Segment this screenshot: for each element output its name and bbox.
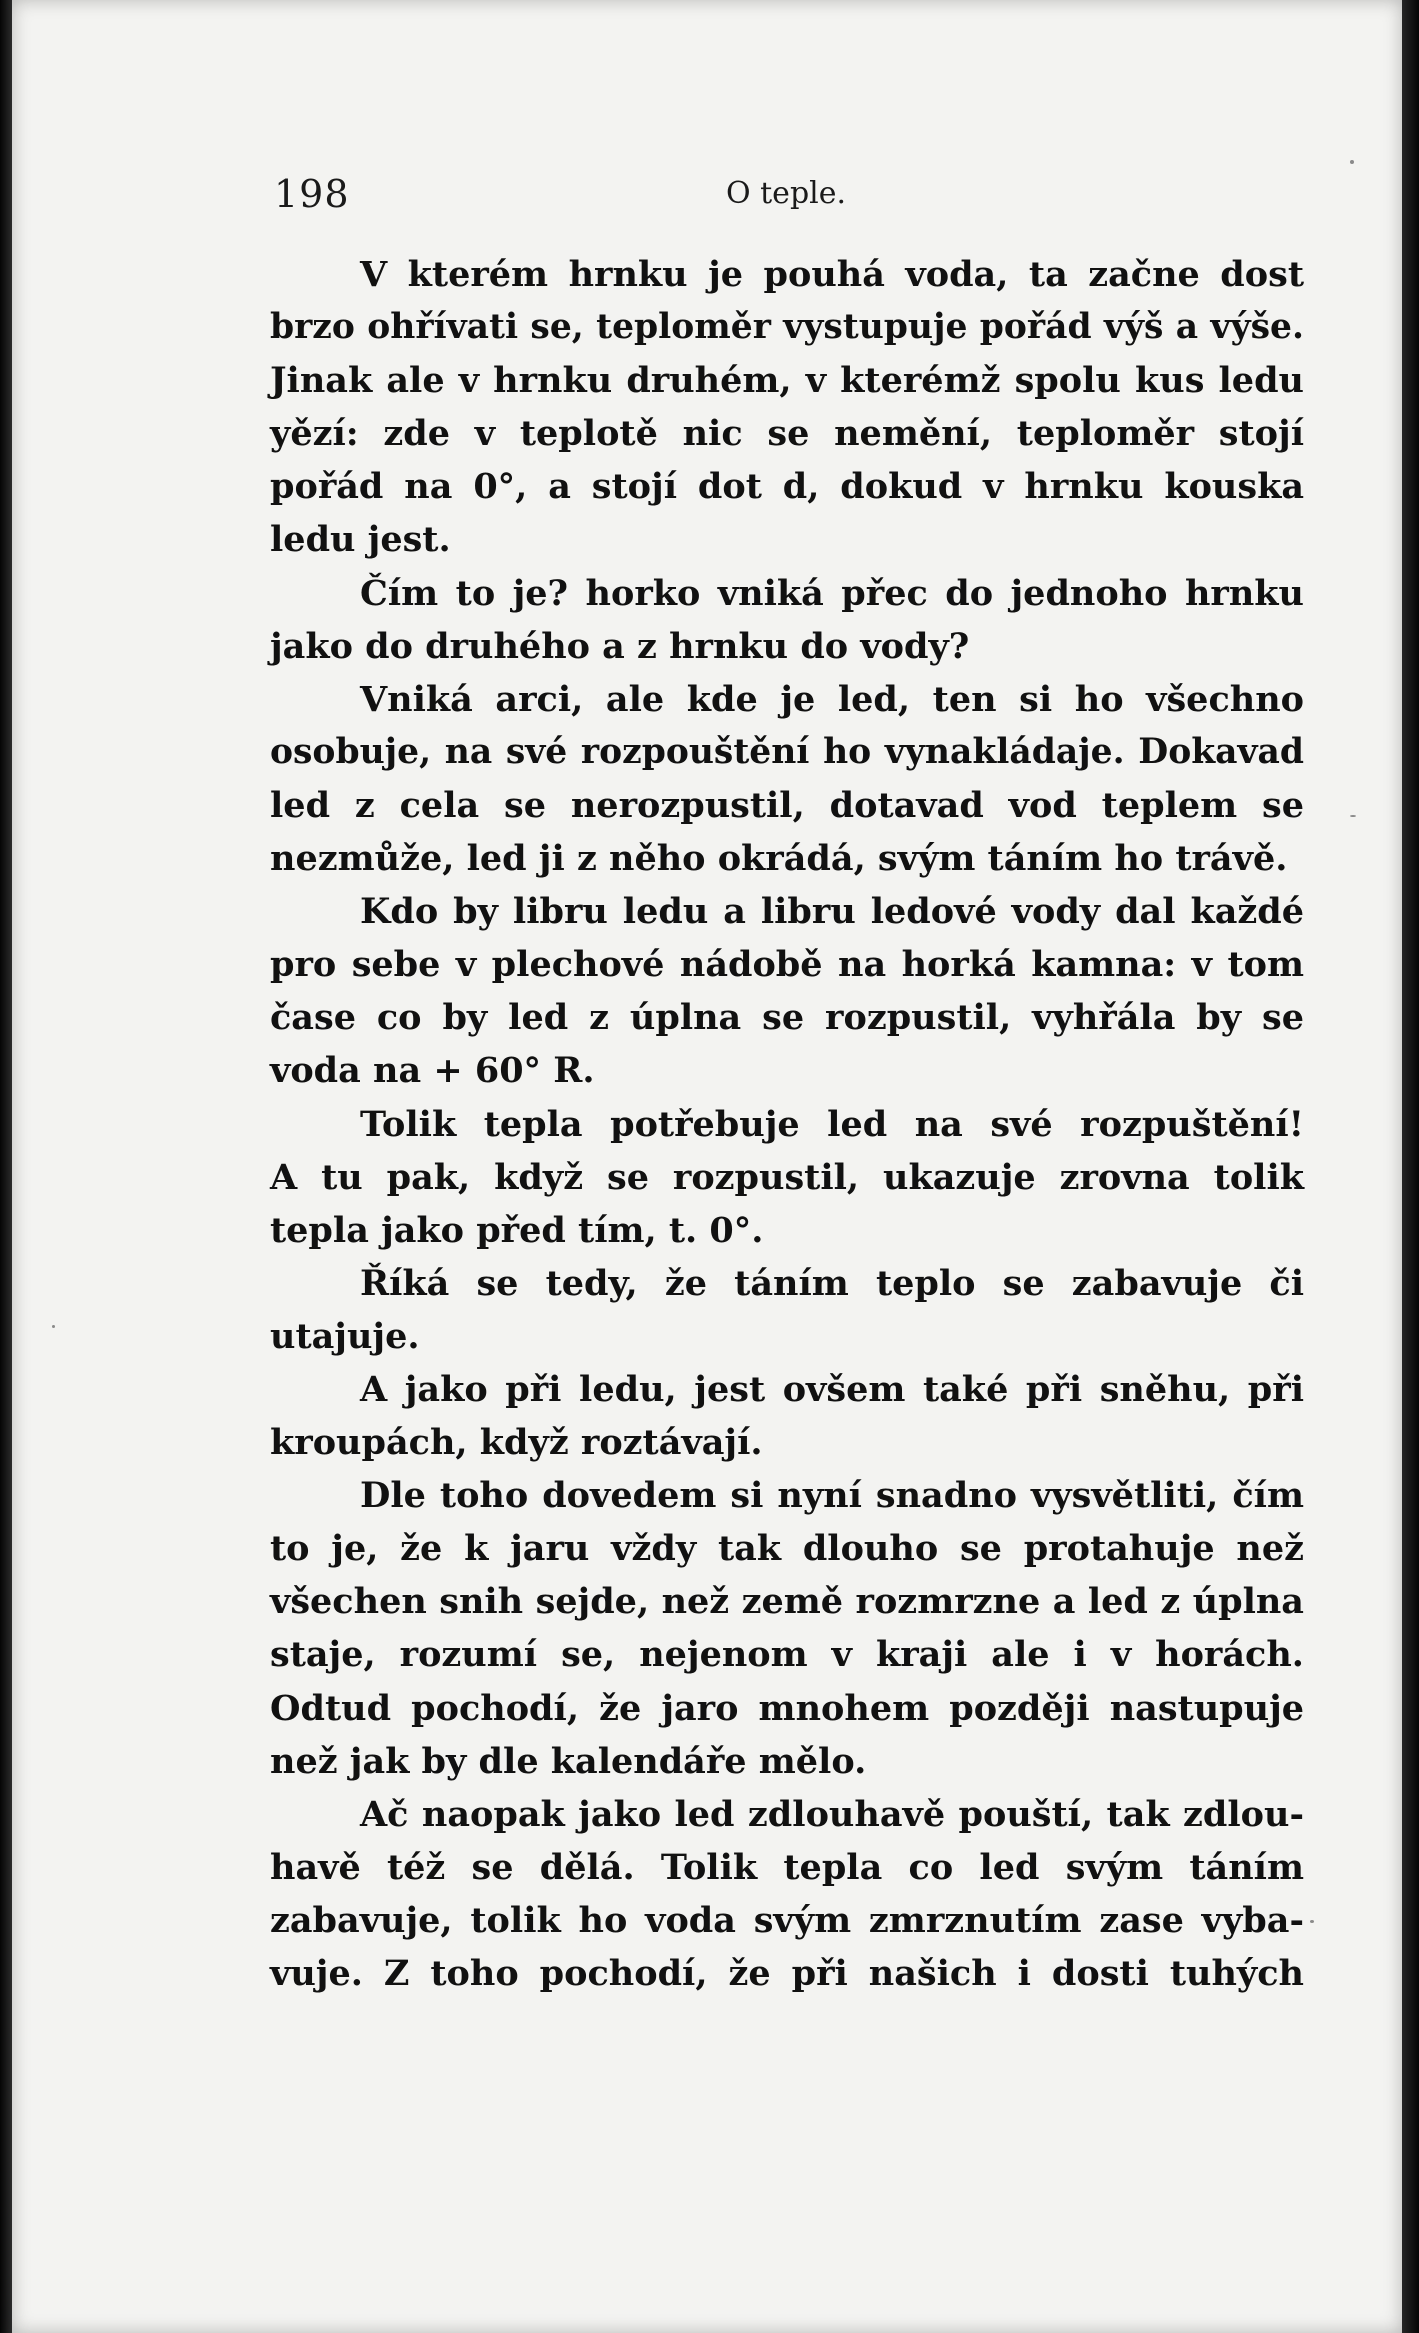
text-line: brzo ohřívati se, teploměr vystupuje pořád výš a výše.: [270, 307, 1304, 348]
text-line: zabavuje, tolik ho voda svým zmrznutím zase vyba-: [270, 1899, 1304, 1941]
text-line: pořád na 0°, a stojí dot d, dokud v hrnku kouska: [270, 466, 1304, 508]
text-line: V kterém hrnku je pouhá voda, ta začne dost: [360, 254, 1304, 295]
text-line: kroupách, když roztávají.: [270, 1422, 763, 1464]
scan-left-edge: [0, 0, 12, 2333]
text-line: A tu pak, když se rozpustil, ukazuje zrovna tolik: [270, 1156, 1304, 1198]
text-line: Tolik tepla potřebuje led na své rozpuštění!: [360, 1103, 1304, 1145]
text-line: pro sebe v plechové nádobě na horká kamna: v tom: [270, 944, 1304, 986]
scan-speck: [52, 1325, 55, 1328]
text-line: než jak by dle kalendáře mělo.: [270, 1740, 867, 1782]
text-line: vuje. Z toho pochodí, že při našich i dosti tuhých: [270, 1953, 1304, 1994]
text-line: Dle toho dovedem si nyní snadno vysvětliti, čím: [360, 1475, 1304, 1517]
text-line: led z cela se nerozpustil, dotavad vod teplem se: [270, 784, 1304, 826]
body-text: [270, 248, 1304, 2000]
page-number: 198: [274, 172, 350, 216]
text-line: Jinak ale v hrnku druhém, v kterémž spolu kus ledu: [270, 360, 1304, 402]
running-title: O teple.: [726, 176, 847, 211]
text-line: Odtud pochodí, že jaro mnohem později nastupuje: [270, 1687, 1304, 1729]
text-line: A jako při ledu, jest ovšem také při sněhu, při: [360, 1368, 1304, 1410]
text-line: ledu jest.: [270, 519, 451, 561]
text-line: voda na + 60° R.: [270, 1050, 595, 1092]
page-header: [266, 168, 1306, 228]
book-page: [12, 0, 1402, 2333]
text-line: havě též se dělá. Tolik tepla co led svým táním: [270, 1846, 1304, 1888]
text-line: to je, že k jaru vždy tak dlouho se protahuje než: [270, 1528, 1304, 1570]
text-line: Kdo by libru ledu a libru ledové vody dal každé: [360, 891, 1304, 933]
text-line: nezmůže, led ji z něho okrádá, svým táním ho trávě.: [270, 838, 1288, 880]
text-line: čase co by led z úplna se rozpustil, vyhřála by se: [270, 997, 1304, 1039]
text-line: tepla jako před tím, t. 0°.: [270, 1209, 764, 1251]
text-line: Ač naopak jako led zdlouhavě pouští, tak zdlou-: [360, 1793, 1304, 1835]
text-line: staje, rozumí se, nejenom v kraji ale i v horách.: [270, 1634, 1304, 1676]
scan-speck: [1350, 815, 1356, 817]
text-line: Čím to je? horko vniká přec do jednoho hrnku: [360, 572, 1304, 614]
text-line: Vniká arci, ale kde je led, ten si ho všechno: [360, 678, 1304, 720]
text-line: Říká se tedy, že táním teplo se zabavuje či: [360, 1262, 1304, 1304]
text-line: utajuje.: [270, 1315, 420, 1357]
text-line: yězí: zde v teplotě nic se nemění, teploměr stojí: [270, 413, 1304, 455]
text-line: jako do druhého a z hrnku do vody?: [270, 625, 970, 667]
text-line: všechen snih sejde, než země rozmrzne a led z úplna: [270, 1581, 1304, 1623]
scan-right-edge: [1402, 0, 1419, 2333]
text-line: osobuje, na své rozpouštění ho vynakládaje. Dokavad: [270, 731, 1304, 772]
scan-speck: [1350, 160, 1354, 164]
scan-speck: [1310, 1920, 1314, 1923]
